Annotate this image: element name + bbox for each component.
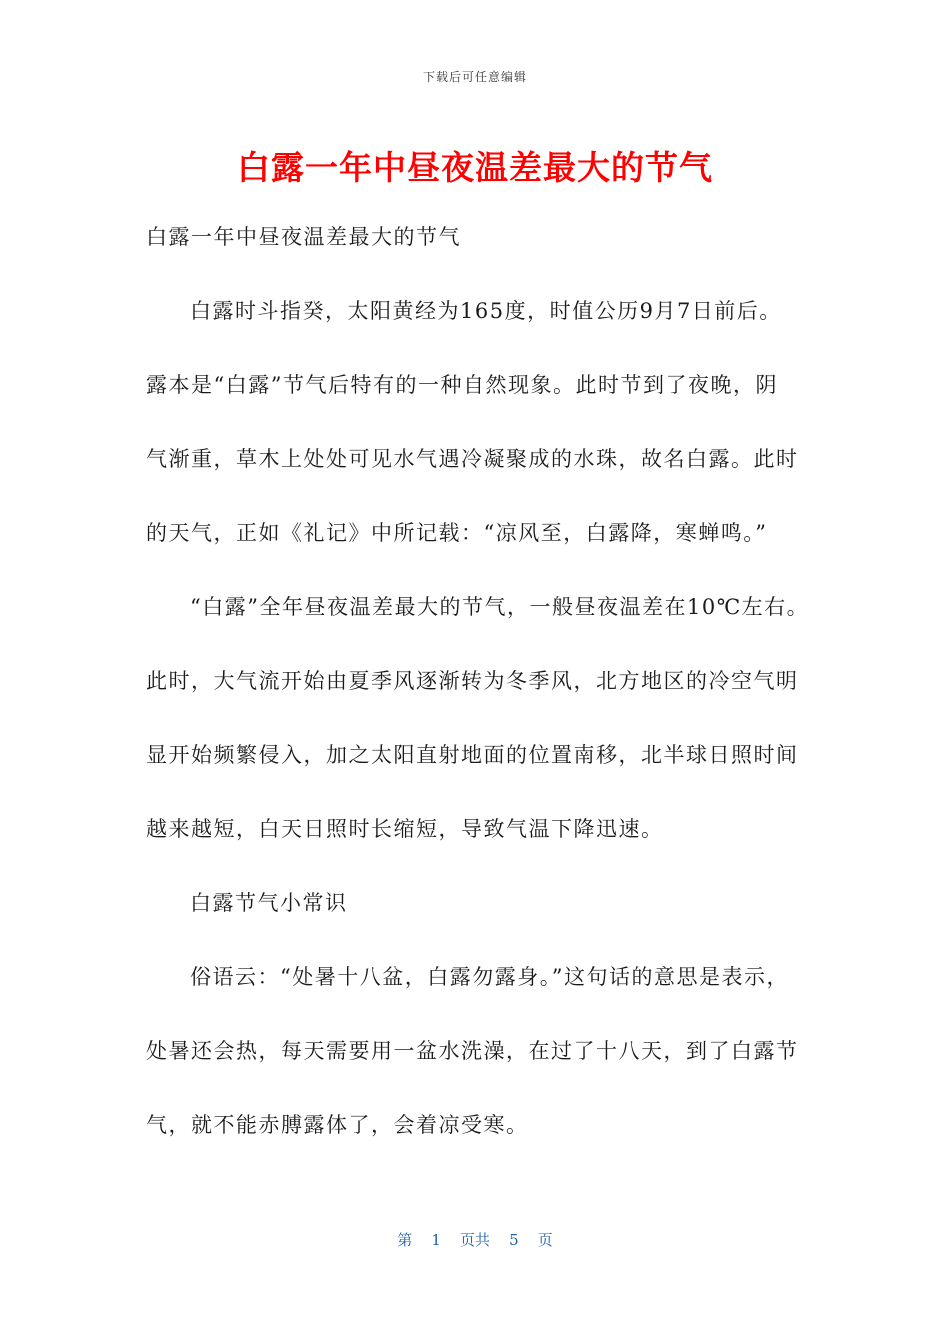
body-line: “白露”全年昼夜温差最大的节气，一般昼夜温差在10℃左右。	[190, 595, 810, 619]
footer-current-page: 1	[431, 1231, 441, 1249]
body-line: 显开始频繁侵入，加之太阳直射地面的位置南移，北半球日照时间	[146, 743, 799, 767]
body-line: 气，就不能赤膊露体了，会着凉受寒。	[146, 1113, 529, 1137]
document-title: 白露一年中昼夜温差最大的节气	[237, 148, 713, 187]
body-line: 露本是“白露”节气后特有的一种自然现象。此时节到了夜晚，阴	[146, 373, 778, 397]
body-line: 处暑还会热，每天需要用一盆水洗澡，在过了十八天，到了白露节	[146, 1039, 799, 1063]
body-line: 白露时斗指癸，太阳黄经为165度，时值公历9月7日前后。	[190, 299, 782, 323]
footer-middle: 页共	[459, 1231, 490, 1249]
body-line: 俗语云：“处暑十八盆，白露勿露身。”这句话的意思是表示，	[190, 965, 789, 989]
body-line: 此时，大气流开始由夏季风逐渐转为冬季风，北方地区的冷空气明	[146, 669, 799, 693]
body-line: 气渐重，草木上处处可见水气遇冷凝聚成的水珠，故名白露。此时	[146, 447, 799, 471]
footer-total-pages: 5	[509, 1231, 519, 1249]
footer-prefix: 第	[397, 1231, 413, 1249]
document-body	[146, 200, 811, 1162]
footer-suffix: 页	[537, 1231, 553, 1249]
header-note: 下载后可任意编辑	[422, 70, 527, 84]
body-line: 白露一年中昼夜温差最大的节气	[146, 225, 461, 249]
body-line: 越来越短，白天日照时长缩短，导致气温下降迅速。	[146, 817, 664, 841]
page-footer	[0, 1229, 950, 1250]
body-line: 的天气，正如《礼记》中所记载：“凉风至，白露降，寒蝉鸣。”	[146, 521, 768, 545]
body-line: 白露节气小常识	[190, 891, 348, 915]
